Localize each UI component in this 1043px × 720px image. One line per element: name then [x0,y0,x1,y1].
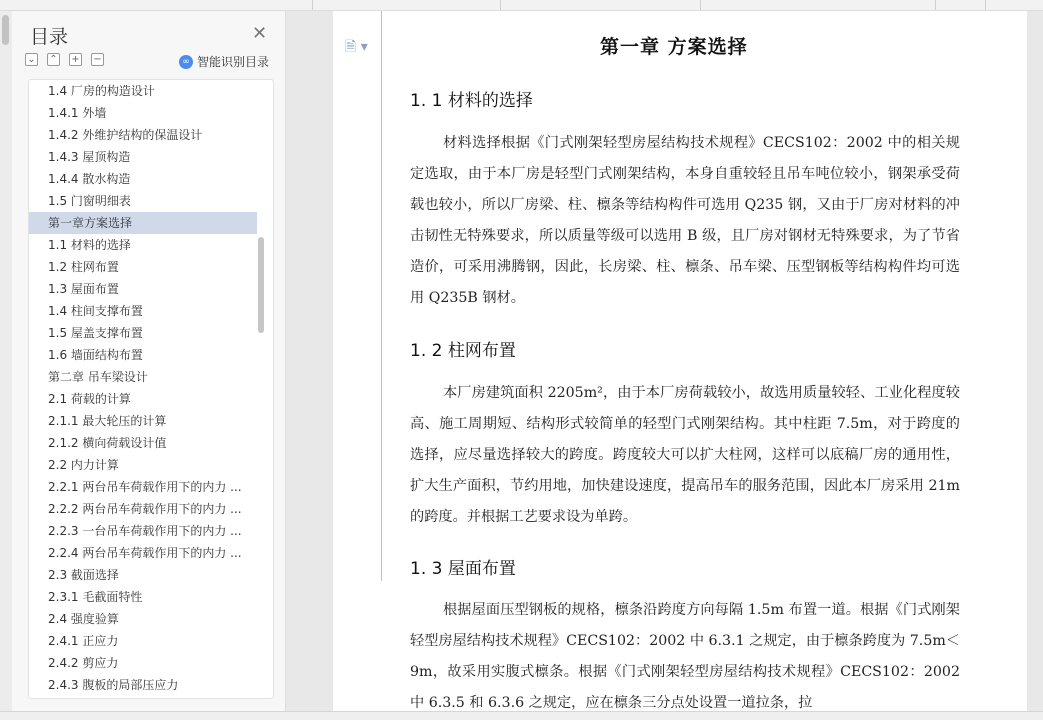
toc-item[interactable]: 2.3.1 毛截面特性 [48,590,143,604]
toc-item[interactable]: 1.4.1 外墙 [48,106,107,120]
section-paragraph: 材料选择根据《门式刚架轻型房屋结构技术规程》CECS102：2002 中的相关规定选取，由于本厂房是轻型门式刚架结构，本身自重较轻且吊车吨位较小，钢架承受荷载也较小，所以厂房梁、柱、檩条等结构构件可选用 Q235 钢，又由于厂房对材料的冲击韧性无特殊要求，所以质量等级可以选用 B 级，且厂房对钢材无特殊要求，为了节省造价，可采用沸腾钢，因此，长房梁、柱、檩条、吊车梁、压型钢板等结构构件均可选用 Q235B 钢材。 [410,135,960,306]
section-heading: 1. 1 材料的选择 [410,91,533,111]
toc-item[interactable]: 1.4.3 屋顶构造 [48,150,131,164]
toc-item[interactable]: 1.4 柱间支撑布置 [48,304,143,318]
toc-item[interactable]: 2.4.3 腹板的局部压应力 [48,678,179,692]
collapse-all-icon[interactable]: ⌄ [25,53,38,66]
toc-item[interactable]: 1.4.2 外维护结构的保温设计 [48,128,203,142]
right-gutter [1027,11,1043,720]
status-bar [0,711,1043,720]
toc-item[interactable]: 2.2.4 两台吊车荷载作用下的内力 ... [48,546,242,560]
ruler-divider [985,0,986,10]
toc-item[interactable]: 第一章方案选择 [29,212,257,234]
toc-title: 目录 [30,26,69,48]
ruler-divider [312,0,313,10]
page-gutter [286,11,332,720]
toc-toolbar [25,53,104,67]
ruler-divider [700,0,701,10]
toc-item[interactable]: 1.4 厂房的构造设计 [48,84,155,98]
ruler-divider [935,0,936,10]
toc-item[interactable]: 2.1.1 最大轮压的计算 [48,414,167,428]
section-paragraph: 本厂房建筑面积 2205m²，由于本厂房荷载较小，故选用质量较轻、工业化程度较高、施工周期短、结构形式较简单的轻型门式刚架结构。其中柱距 7.5m，对于跨度的选择，应尽量选择较大的跨度。跨度较大可以扩大柱网，这样可以底稿厂房的通用性，扩大生产面积，节约用地，加快建设速度，提高吊车的服务范围，因此本厂房采用 21m 的跨度。并根据工艺要求设为单跨。 [410,385,960,525]
toc-item[interactable]: 2.3 截面选择 [48,568,119,582]
toc-list [28,79,274,699]
toc-item[interactable]: 2.4 强度验算 [48,612,119,626]
toc-item[interactable]: 1.1 材料的选择 [48,238,131,252]
left-scrollbar-thumb[interactable] [2,15,9,45]
toc-item[interactable]: 2.4.1 正应力 [48,634,119,648]
remove-level-icon[interactable]: − [91,53,104,66]
toc-scrollbar-thumb[interactable] [258,237,264,333]
toc-item[interactable]: 1.2 柱网布置 [48,260,119,274]
document-icon[interactable]: 🗎 ▾ [345,39,368,55]
toc-panel [12,11,286,711]
smart-recognize-icon: ∞ [179,55,193,69]
toc-item[interactable]: 2.2 内力计算 [48,458,119,472]
left-scrollbar[interactable] [0,11,12,711]
section-heading: 1. 3 屋面布置 [410,559,516,579]
toc-item[interactable]: 1.3 屋面布置 [48,282,119,296]
section-heading: 1. 2 柱网布置 [410,341,516,361]
expand-up-icon[interactable]: ⌃ [47,53,60,66]
close-icon[interactable]: ✕ [252,23,268,44]
toc-item[interactable]: 2.1.2 横向荷载设计值 [48,436,167,450]
add-level-icon[interactable]: + [69,53,82,66]
toc-item[interactable]: 第二章 吊车梁设计 [48,370,148,384]
toc-item[interactable]: 2.4.2 剪应力 [48,656,119,670]
toc-item[interactable]: 1.6 墙面结构布置 [48,348,143,362]
smart-toc-button[interactable] [179,53,269,70]
ruler-strip [0,0,1043,11]
toc-item[interactable]: 2.2.2 两台吊车荷载作用下的内力 ... [48,502,242,516]
smart-toc-label: 智能识别目录 [197,55,270,69]
toc-item[interactable]: 1.4.4 散水构造 [48,172,131,186]
ruler-divider [500,0,501,10]
toc-item[interactable]: 1.5 门窗明细表 [48,194,131,208]
chapter-title: 第一章 方案选择 [600,36,748,58]
toc-item[interactable]: 1.5 屋盖支撑布置 [48,326,143,340]
page-margin-line [381,11,382,581]
toc-item[interactable]: 2.2.1 两台吊车荷载作用下的内力 ... [48,480,242,494]
toc-item[interactable]: 2.1 荷载的计算 [48,392,131,406]
section-paragraph: 根据屋面压型钢板的规格，檩条沿跨度方向每隔 1.5m 布置一道。根据《门式刚架轻型房屋结构技术规程》CECS102：2002 中 6.3.1 之规定，由于檩条跨度为 7.5m＜9m，故采用实腹式檩条。根据《门式刚架轻型房屋结构技术规程》CECS102：2002 中 6.3.5 和 6.3.6 之规定，应在檩条三分点处设置一道拉条，拉 [410,602,960,711]
toc-item[interactable]: 2.2.3 一台吊车荷载作用下的内力 ... [48,524,242,538]
